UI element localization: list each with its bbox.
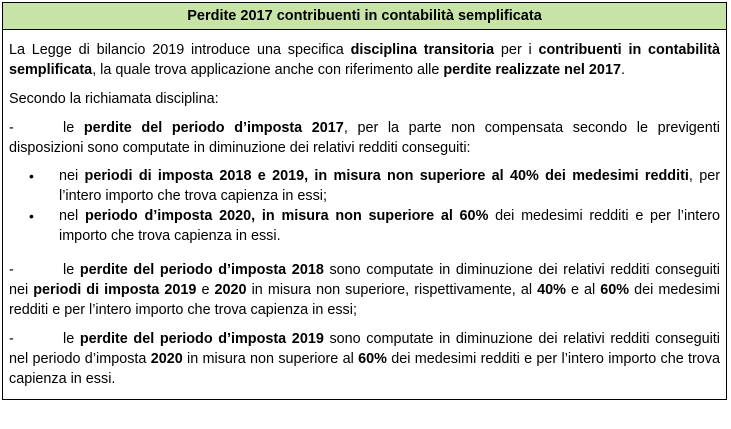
text-run: , la quale trova applicazione anche con riferimento alle (92, 62, 444, 78)
text-run: disciplina transitoria (350, 42, 495, 58)
text-run: sono computate in diminuzione dei relativi redditi conseguiti nei (9, 262, 720, 298)
text-run: La Legge di bilancio 2019 introduce una specifica (9, 42, 351, 58)
box-title: Perdite 2017 contribuenti in contabilità semplificata (3, 3, 726, 30)
bullet-icon: • (29, 168, 34, 184)
box-content (3, 40, 726, 389)
text-run: dei medesimi redditi e per l’intero importo che trova capienza in essi; (9, 282, 721, 318)
item-2019 (9, 329, 720, 389)
bullet-icon: • (29, 208, 34, 224)
text-run: le (63, 331, 80, 347)
text-run: perdite del periodo d’imposta 2017 (83, 120, 344, 136)
text-run: le (63, 262, 80, 278)
lead-paragraph: Secondo la richiamata disciplina: (9, 91, 219, 107)
text-run: nel (59, 208, 85, 224)
bullet-list (9, 166, 720, 246)
item-2017 (9, 118, 720, 158)
bullet-item-2018-2019 (9, 166, 720, 206)
text-run: dei medesimi redditi e per l’intero importo che trova capienza in essi. (9, 351, 720, 387)
item-2018 (9, 260, 720, 320)
text-run: contribuenti in contabilità semplificata (9, 42, 720, 78)
text-run: dei medesimi redditi e per l’intero importo che trova capienza in essi. (59, 208, 720, 244)
text-run: in misura non superiore, rispettivamente, al (246, 282, 538, 298)
text-run: in misura non superiore al (182, 351, 359, 367)
text-run: perdite realizzate nel 2017 (443, 62, 621, 78)
text-run: 2020 (214, 282, 247, 298)
text-run: perdite del periodo d’imposta 2019 (79, 331, 324, 347)
text-run: . (620, 62, 625, 78)
text-run: , per la parte non compensata secondo le previgenti disposizioni sono computate in diminuzione dei relativi redditi conseguiti: (9, 120, 720, 156)
text-run: e al (565, 282, 601, 298)
info-box (2, 2, 727, 400)
text-run: e (196, 282, 215, 298)
text-run: nei (59, 168, 85, 184)
text-run: per i (494, 42, 539, 58)
text-run: le (63, 120, 84, 136)
text-run: , per l’intero importo che trova capienza in essi; (59, 168, 721, 204)
text-run: sono computate in diminuzione dei relativi redditi conseguiti nel periodo d’imposta (9, 331, 720, 367)
text-run: periodi di imposta 2019 (33, 282, 197, 298)
bullet-text (59, 208, 720, 244)
dash-marker: - (9, 262, 14, 278)
dash-marker: - (9, 120, 14, 136)
text-run: 40% (537, 282, 566, 298)
intro-paragraph (9, 40, 720, 80)
dash-marker: - (9, 331, 14, 347)
bullet-item-2020 (9, 206, 720, 246)
text-run: 60% (600, 282, 630, 298)
text-run: periodi di imposta 2018 e 2019, in misura non superiore al 40% dei medesimi redditi (84, 168, 689, 184)
text-run: 2020 (150, 351, 183, 367)
text-run: periodo d’imposta 2020, in misura non superiore al 60% (84, 208, 489, 224)
text-run: 60% (358, 351, 387, 367)
bullet-text (59, 168, 720, 204)
text-run: perdite del periodo d’imposta 2018 (79, 262, 324, 278)
